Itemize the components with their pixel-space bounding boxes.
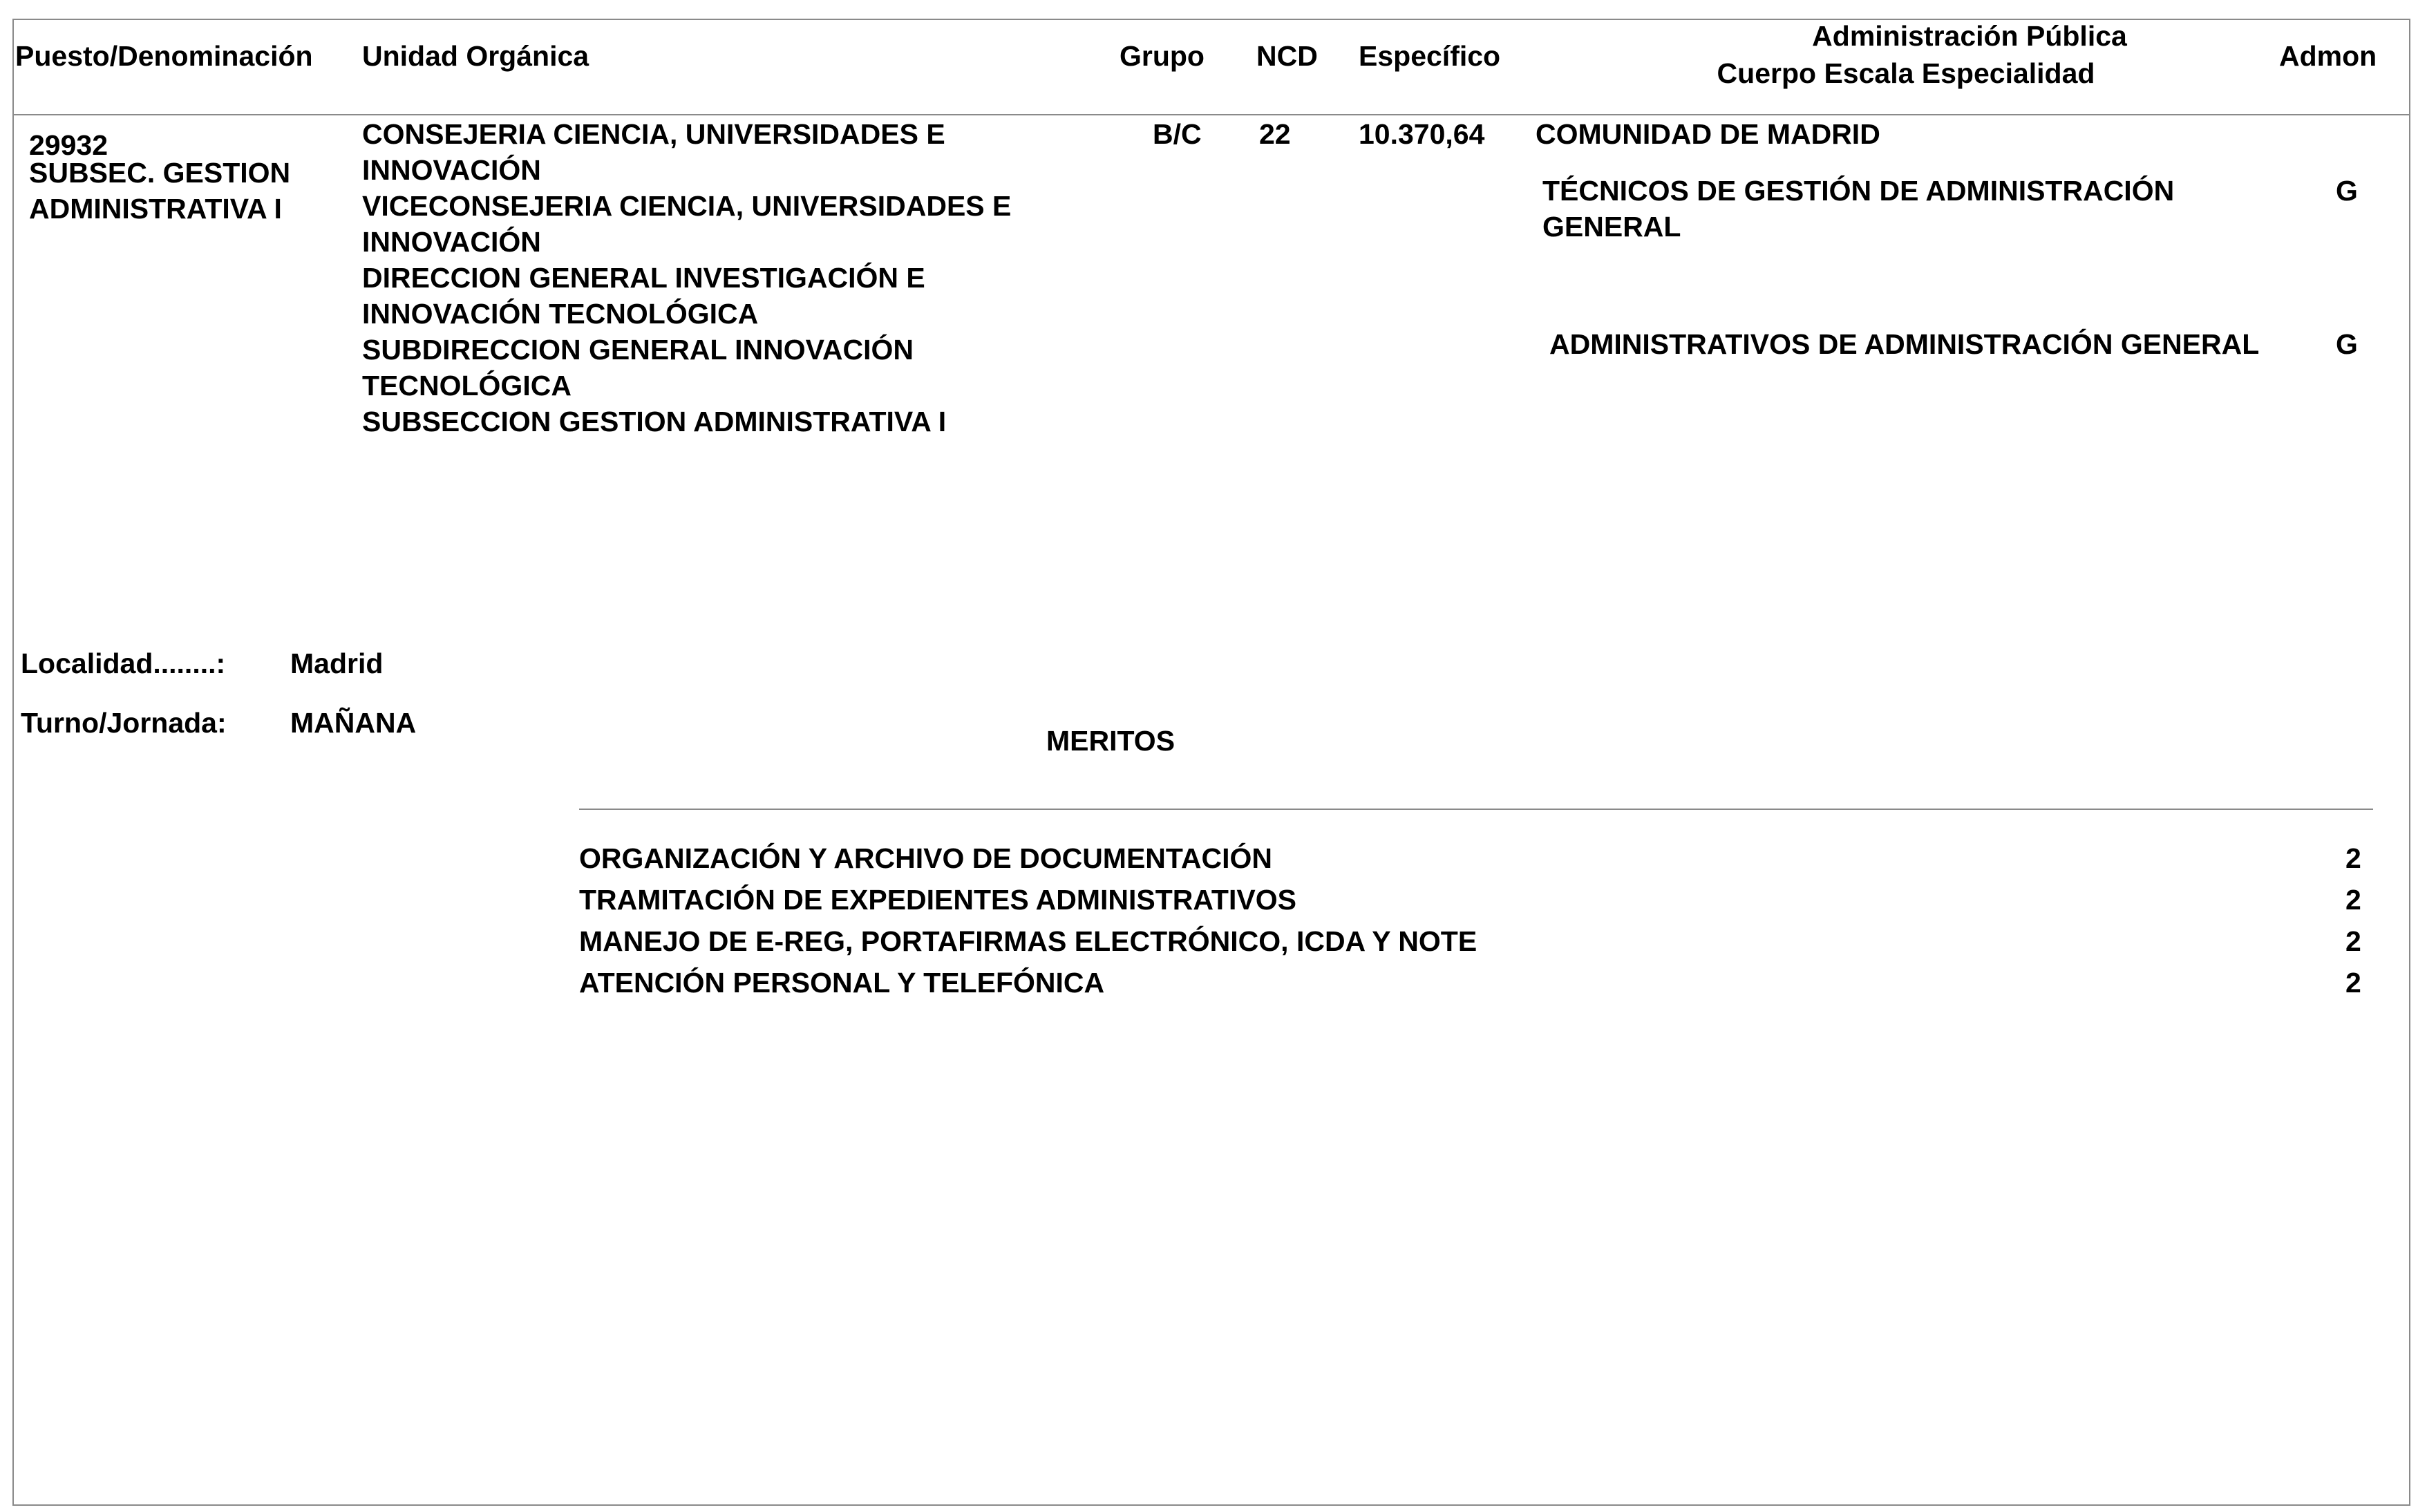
meritos-title: MERITOS [1046,725,1175,757]
unidad-line: DIRECCION GENERAL INVESTIGACIÓN E [362,262,925,294]
localidad-label: Localidad........: [21,648,226,679]
localidad-value: Madrid [290,648,384,679]
merito-points: 2 [2345,967,2361,999]
meritos-divider [579,809,2373,810]
merito-points: 2 [2345,884,2361,916]
unidad-line: SUBDIRECCION GENERAL INNOVACIÓN [362,334,914,366]
turno-label: Turno/Jornada: [21,707,227,739]
header-especifico: Específico [1359,40,1501,72]
merito-item: ATENCIÓN PERSONAL Y TELEFÓNICA [579,967,1105,999]
cuerpo-2-admon: G [2336,328,2358,360]
unidad-line: INNOVACIÓN [362,226,541,258]
header-grupo: Grupo [1120,40,1205,72]
header-admon: Admon [2279,40,2377,72]
merito-item: MANEJO DE E-REG, PORTAFIRMAS ELECTRÓNICO, ICDA Y NOTE [579,925,1477,957]
cuerpo-1-line2: GENERAL [1542,211,1681,243]
cuerpo-2-line1: ADMINISTRATIVOS DE ADMINISTRACIÓN GENERAL [1549,328,2260,360]
puesto-administracion: COMUNIDAD DE MADRID [1536,118,1880,150]
turno-value: MAÑANA [290,707,417,739]
puesto-denominacion-line2: ADMINISTRATIVA I [29,193,282,225]
merito-points: 2 [2345,842,2361,874]
puesto-especifico: 10.370,64 [1359,118,1485,150]
header-ncd: NCD [1256,40,1318,72]
header-puesto: Puesto/Denominación [15,40,313,72]
unidad-line: INNOVACIÓN [362,154,541,186]
puesto-ncd: 22 [1259,118,1291,150]
cuerpo-1-admon: G [2336,175,2358,207]
header-admin-line2: Cuerpo Escala Especialidad [1717,57,2095,89]
header-unidad: Unidad Orgánica [362,40,589,72]
unidad-line: CONSEJERIA CIENCIA, UNIVERSIDADES E [362,118,945,150]
header-divider [12,114,2410,115]
unidad-line: TECNOLÓGICA [362,370,572,401]
puesto-grupo: B/C [1153,118,1202,150]
header-admin-line1: Administración Pública [1812,20,2127,52]
unidad-organica-list [362,116,1011,440]
unidad-line: VICECONSEJERIA CIENCIA, UNIVERSIDADES E [362,190,1012,222]
merito-item: ORGANIZACIÓN Y ARCHIVO DE DOCUMENTACIÓN [579,842,1273,874]
merito-points: 2 [2345,925,2361,957]
unidad-line: INNOVACIÓN TECNOLÓGICA [362,298,759,330]
cuerpo-1-line1: TÉCNICOS DE GESTIÓN DE ADMINISTRACIÓN [1542,175,2175,207]
puesto-denominacion-line1: SUBSEC. GESTION [29,157,291,189]
unidad-line: SUBSECCION GESTION ADMINISTRATIVA I [362,406,947,437]
merito-item: TRAMITACIÓN DE EXPEDIENTES ADMINISTRATIVOS [579,884,1296,916]
puesto-code: 29932 [29,129,108,161]
